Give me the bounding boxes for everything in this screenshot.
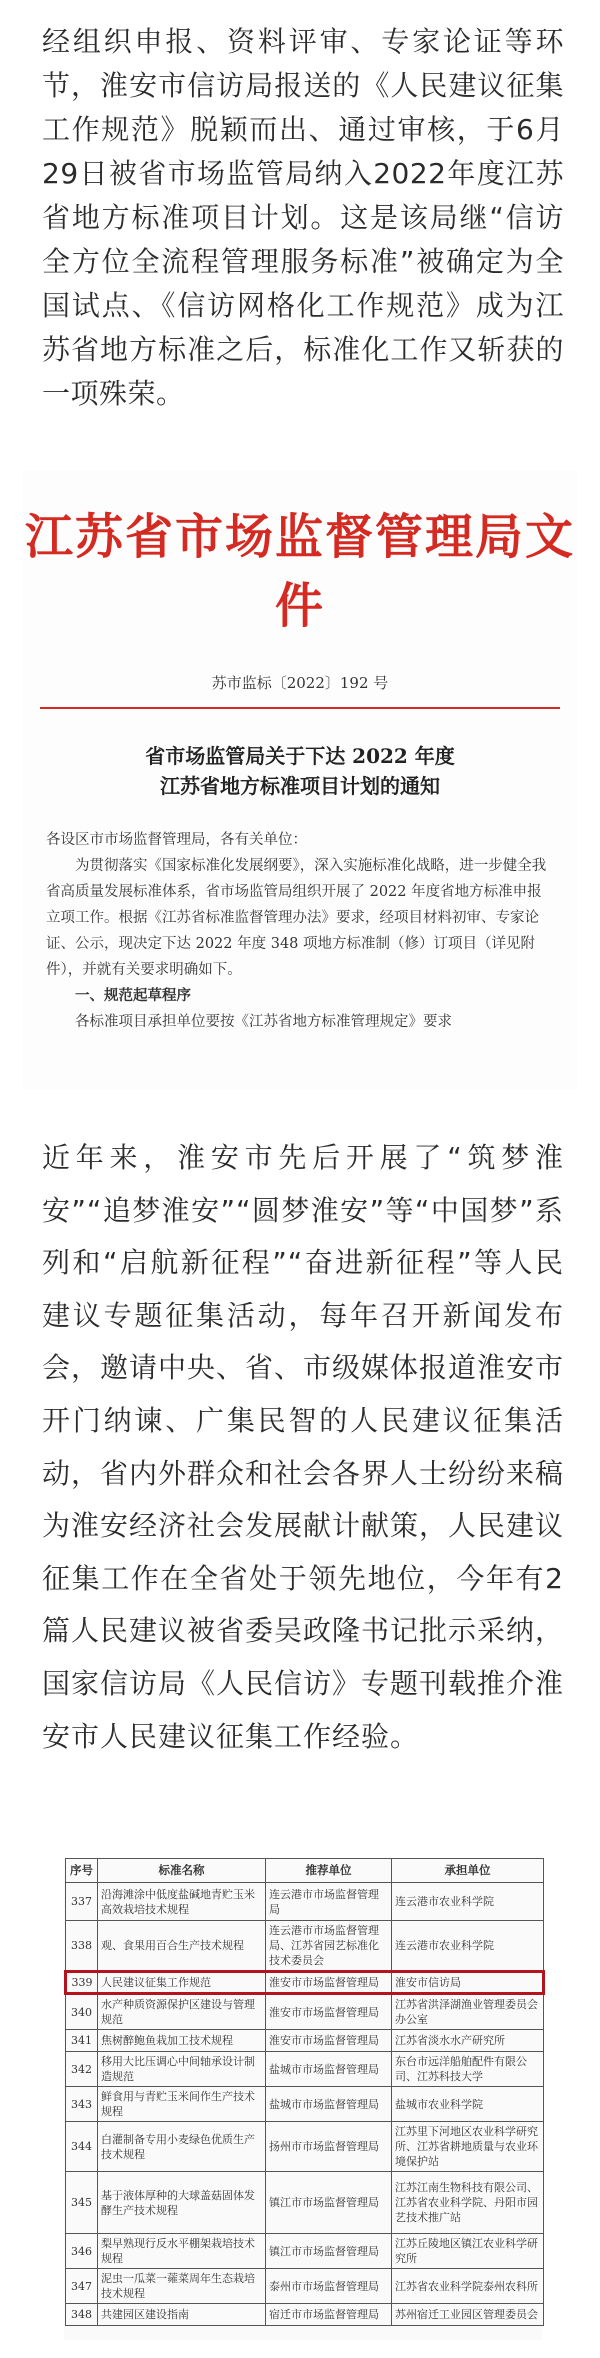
- cell-no: 347: [66, 2269, 98, 2304]
- standards-table: [64, 1858, 545, 2326]
- header-undertaker: 承担单位: [392, 1859, 544, 1883]
- standards-table-scan: [64, 1858, 542, 2340]
- header-no: 序号: [66, 1859, 98, 1883]
- table-row: [66, 1994, 544, 2030]
- cell-no: 339: [66, 1972, 98, 1994]
- header-recommender: 推荐单位: [266, 1859, 392, 1883]
- cell-no: 345: [66, 2172, 98, 2234]
- document-salutation: 各设区市市场监督管理局，各有关单位：: [46, 832, 307, 848]
- table-header-row: [66, 1859, 544, 1883]
- cell-undertaker: 江苏丘陵地区镇江农业科学研究所: [392, 2234, 544, 2269]
- cell-name: 白灌制备专用小麦绿色优质生产技术规程: [98, 2122, 266, 2172]
- cell-name: 移用大比压调心中间轴承设计制造规范: [98, 2052, 266, 2087]
- cell-name: 共建园区建设指南: [98, 2304, 266, 2326]
- document-title-line2: 江苏省地方标准项目计划的通知: [160, 774, 440, 798]
- document-title: [22, 741, 578, 801]
- cell-name: 人民建议征集工作规范: [98, 1972, 266, 1994]
- document-header: 江苏省市场监督管理局文件: [24, 509, 575, 634]
- story-section: [42, 1132, 564, 1763]
- cell-undertaker: 苏州宿迁工业园区管理委员会: [392, 2304, 544, 2326]
- table-row: [66, 1921, 544, 1972]
- cell-recommender: 镇江市市场监督管理局: [266, 2172, 392, 2234]
- cell-no: 346: [66, 2234, 98, 2269]
- document-number: 苏市监标〔2022〕192 号: [211, 674, 389, 692]
- cell-undertaker: 淮安市信访局: [392, 1972, 544, 1994]
- cell-undertaker: 盐城市农业科学院: [392, 2087, 544, 2122]
- table-row-highlighted: [66, 1972, 544, 1994]
- cell-no: 341: [66, 2030, 98, 2052]
- cell-recommender: 连云港市市场监督管理局: [266, 1883, 392, 1921]
- cell-undertaker: 江苏里下河地区农业科学研究所、江苏省耕地质量与农业环境保护站: [392, 2122, 544, 2172]
- cell-recommender: 淮安市市场监督管理局: [266, 2030, 392, 2052]
- cell-undertaker: 江苏省洪泽湖渔业管理委员会办公室: [392, 1994, 544, 2030]
- red-divider: [40, 707, 560, 709]
- table-row: [66, 2030, 544, 2052]
- cell-recommender: 淮安市市场监督管理局: [266, 1994, 392, 2030]
- cell-no: 338: [66, 1921, 98, 1972]
- cell-name: 观、食果用百合生产技术规程: [98, 1921, 266, 1972]
- document-section-text: 各标准项目承担单位要按《江苏省地方标准管理规定》要求: [75, 1014, 452, 1030]
- document-section-heading: 一、规范起草程序: [75, 988, 191, 1004]
- cell-recommender: 连云港市市场监督管理局、江苏省园艺标准化技术委员会: [266, 1921, 392, 1972]
- intro-section: [42, 20, 564, 416]
- table-row: [66, 2122, 544, 2172]
- cell-recommender: 淮安市市场监督管理局: [266, 1972, 392, 1994]
- cell-no: 337: [66, 1883, 98, 1921]
- cell-name: 梨早熟现行反水平棚架栽培技术规程: [98, 2234, 266, 2269]
- cell-undertaker: 江苏省淡水水产研究所: [392, 2030, 544, 2052]
- table-row: [66, 2269, 544, 2304]
- document-body-paragraph: 为贯彻落实《国家标准化发展纲要》，深入实施标准化战略，进一步健全我省高质量发展标准体系，省市场监管局组织开展了 2022 年度省地方标准申报立项工作。根据《江苏省标准监督管理办法》要求，经项目材料初审、专家论证、公示，现决定下达 2022 年度 348 项地方标准制（修）订项目（详见附件），并就有关要求明确如下。: [46, 858, 547, 978]
- table-row: [66, 2052, 544, 2087]
- table-row: [66, 2304, 544, 2326]
- cell-undertaker: 东台市远洋船舶配件有限公司、江苏科技大学: [392, 2052, 544, 2087]
- cell-recommender: 镇江市市场监督管理局: [266, 2234, 392, 2269]
- cell-undertaker: 连云港市农业科学院: [392, 1883, 544, 1921]
- cell-undertaker: 连云港市农业科学院: [392, 1921, 544, 1972]
- cell-recommender: 泰州市市场监督管理局: [266, 2269, 392, 2304]
- table-row: [66, 2234, 544, 2269]
- document-body: [46, 827, 552, 1035]
- cell-name: 鲜食用与青贮玉米间作生产技术规程: [98, 2087, 266, 2122]
- table-row: [66, 2172, 544, 2234]
- cell-recommender: 扬州市市场监督管理局: [266, 2122, 392, 2172]
- document-scan: [22, 470, 578, 1090]
- cell-name: 水产种质资源保护区建设与管理规范: [98, 1994, 266, 2030]
- cell-name: 沿海滩涂中低度盐碱地青贮玉米高效栽培技术规程: [98, 1883, 266, 1921]
- cell-no: 348: [66, 2304, 98, 2326]
- story-paragraph: 近年来，淮安市先后开展了“筑梦淮安”“追梦淮安”“圆梦淮安”等“中国梦”系列和“启航新征程”“奋进新征程”等人民建议专题征集活动，每年召开新闻发布会，邀请中央、省、市级媒体报道淮安市开门纳谏、广集民智的人民建议征集活动，省内外群众和社会各界人士纷纷来稿为淮安经济社会发展献计献策，人民建议征集工作在全省处于领先地位，今年有2篇人民建议被省委吴政隆书记批示采纳，国家信访局《人民信访》专题刊载推介淮安市人民建议征集工作经验。: [42, 1141, 565, 1753]
- cell-no: 343: [66, 2087, 98, 2122]
- cell-undertaker: 江苏江南生物科技有限公司、江苏省农业科学院、丹阳市园艺技术推广站: [392, 2172, 544, 2234]
- document-title-line1: 省市场监管局关于下达 2022 年度: [145, 744, 455, 768]
- cell-recommender: 宿迁市市场监督管理局: [266, 2304, 392, 2326]
- cell-name: 泥虫一瓜菜一蕹菜周年生态栽培技术规程: [98, 2269, 266, 2304]
- cell-recommender: 盐城市市场监督管理局: [266, 2087, 392, 2122]
- cell-undertaker: 江苏省农业科学院泰州农科所: [392, 2269, 544, 2304]
- cell-no: 340: [66, 1994, 98, 2030]
- table-row: [66, 2087, 544, 2122]
- cell-no: 342: [66, 2052, 98, 2087]
- cell-name: 焦树醉鲍鱼栽加工技术规程: [98, 2030, 266, 2052]
- header-name: 标准名称: [98, 1859, 266, 1883]
- intro-paragraph: 经组织申报、资料评审、专家论证等环节，淮安市信访局报送的《人民建议征集工作规范》脱颖而出、通过审核，于6月29日被省市场监管局纳入2022年度江苏省地方标准项目计划。这是该局继“信访全方位全流程管理服务标准”被确定为全国试点、《信访网格化工作规范》成为江苏省地方标准之后，标准化工作又斩获的一项殊荣。: [42, 25, 564, 410]
- cell-no: 344: [66, 2122, 98, 2172]
- table-row: [66, 1883, 544, 1921]
- cell-recommender: 盐城市市场监督管理局: [266, 2052, 392, 2087]
- cell-name: 基于液体厚种的大球盖菇固体发酵生产技术规程: [98, 2172, 266, 2234]
